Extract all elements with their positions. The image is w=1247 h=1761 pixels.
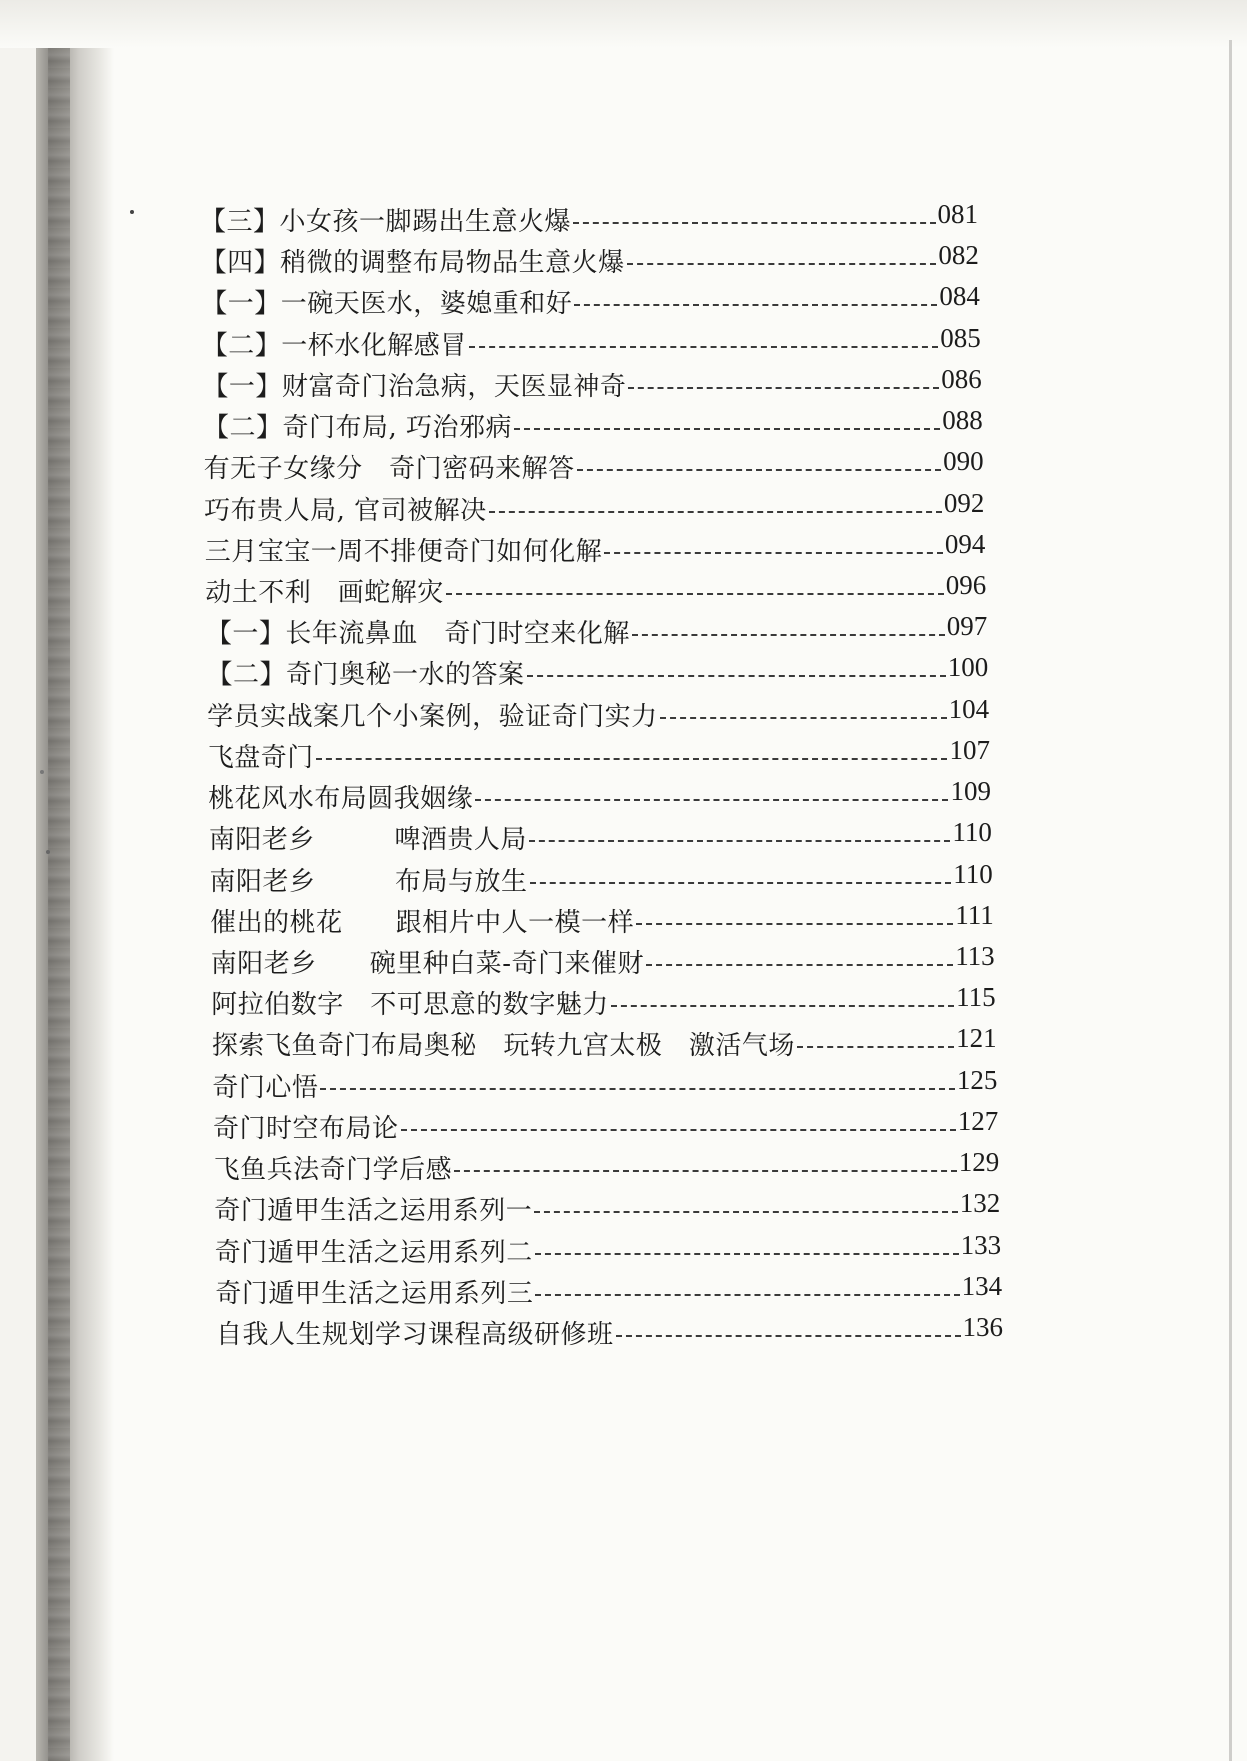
toc-entry[interactable] bbox=[200, 240, 979, 279]
toc-entry-page: 096 bbox=[945, 570, 987, 600]
toc-entry-page: 125 bbox=[956, 1064, 998, 1095]
toc-dotted-leader bbox=[628, 387, 939, 389]
toc-entry-page: 088 bbox=[942, 405, 983, 436]
toc-entry-page: 090 bbox=[943, 446, 984, 477]
toc-entry-page: 107 bbox=[949, 734, 990, 765]
toc-entry-page: 121 bbox=[956, 1023, 997, 1054]
toc-entry-title: 催出的桃花 跟相片中人一模一样 bbox=[210, 907, 635, 938]
toc-entry[interactable] bbox=[210, 899, 994, 939]
toc-entry[interactable] bbox=[214, 1188, 1001, 1227]
toc-entry[interactable] bbox=[200, 199, 978, 238]
toc-entry-title: 【二】一杯水化解感冒 bbox=[201, 330, 467, 361]
toc-entry-title: 飞鱼兵法奇门学后感 bbox=[213, 1155, 453, 1186]
toc-entry-page: 092 bbox=[943, 487, 985, 518]
toc-entry-title: 有无子女缘分 奇门密码来解答 bbox=[203, 454, 575, 485]
toc-entry-title: 奇门遁甲生活之运用系列一 bbox=[214, 1196, 533, 1227]
toc-dotted-leader bbox=[574, 304, 937, 306]
toc-dotted-leader bbox=[573, 222, 935, 224]
toc-entry[interactable] bbox=[207, 734, 990, 774]
toc-entry[interactable] bbox=[203, 446, 984, 485]
toc-entry-page: 082 bbox=[938, 240, 979, 271]
toc-dotted-leader bbox=[489, 511, 942, 513]
toc-entry[interactable] bbox=[208, 817, 992, 856]
toc-dotted-leader bbox=[401, 1129, 956, 1131]
toc-entry-page: 084 bbox=[939, 281, 980, 312]
toc-entry-page: 129 bbox=[958, 1147, 1000, 1178]
toc-entry-page: 109 bbox=[950, 776, 991, 807]
toc-entry-title: 【一】一碗天医水，婆媳重和好 bbox=[201, 289, 573, 320]
toc-dotted-leader bbox=[797, 1046, 954, 1048]
toc-dotted-leader bbox=[535, 1253, 959, 1255]
toc-entry-page: 127 bbox=[957, 1105, 999, 1136]
toc-entry-title: 动土不利 画蛇解灾 bbox=[205, 578, 444, 608]
toc-dotted-leader bbox=[636, 923, 953, 925]
toc-entry-title: 南阳老乡 碗里种白菜-奇门来催财 bbox=[210, 949, 644, 979]
toc-entry-page: 097 bbox=[946, 611, 988, 642]
toc-entry-page: 110 bbox=[952, 817, 992, 848]
toc-entry-title: 学员实战案几个小案例，验证奇门实力 bbox=[207, 701, 658, 732]
toc-entry-page: 133 bbox=[960, 1229, 1002, 1260]
toc-entry[interactable] bbox=[211, 982, 996, 1021]
toc-dotted-leader bbox=[454, 1170, 957, 1172]
toc-entry-page: 086 bbox=[941, 363, 982, 394]
toc-entry[interactable] bbox=[212, 1064, 998, 1104]
toc-entry-page: 111 bbox=[955, 899, 994, 930]
toc-entry-title: 【四】稍微的调整布局物品生意火爆 bbox=[200, 248, 625, 279]
toc-entry-page: 104 bbox=[948, 693, 990, 724]
toc-entry-page: 134 bbox=[961, 1270, 1003, 1301]
toc-entry[interactable] bbox=[204, 528, 986, 568]
toc-entry-title: 南阳老乡 啤酒贵人局 bbox=[208, 825, 527, 856]
toc-dotted-leader bbox=[646, 964, 953, 966]
toc-entry-page: 136 bbox=[962, 1312, 1003, 1342]
toc-dotted-leader bbox=[611, 1005, 954, 1007]
toc-dotted-leader bbox=[616, 1335, 961, 1337]
toc-entry-title: 自我人生规划学习课程高级研修班 bbox=[216, 1320, 614, 1350]
toc-entry[interactable] bbox=[201, 281, 980, 320]
toc-entry[interactable] bbox=[213, 1105, 999, 1145]
toc-entry-title: 桃花风水布局圆我姻缘 bbox=[208, 784, 474, 815]
toc-dotted-leader bbox=[534, 1211, 957, 1213]
toc-entry-page: 081 bbox=[937, 199, 978, 229]
toc-dotted-leader bbox=[529, 840, 950, 842]
toc-entry-title: 三月宝宝一周不排便奇门如何化解 bbox=[204, 536, 603, 567]
toc-entry-title: 【一】财富奇门治急病，天医显神奇 bbox=[202, 371, 627, 402]
toc-dotted-leader bbox=[577, 469, 941, 471]
toc-entry[interactable] bbox=[204, 487, 985, 527]
toc-dotted-leader bbox=[530, 882, 952, 884]
toc-entry-page: 085 bbox=[940, 322, 981, 353]
toc-entry[interactable] bbox=[211, 1023, 997, 1062]
toc-entry-title: 南阳老乡 布局与放生 bbox=[209, 866, 528, 897]
toc-entry[interactable] bbox=[214, 1229, 1002, 1269]
toc-entry-title: 奇门遁甲生活之运用系列三 bbox=[215, 1278, 534, 1309]
toc-entry[interactable] bbox=[216, 1312, 1003, 1351]
toc-entry[interactable] bbox=[205, 611, 988, 650]
toc-dotted-leader bbox=[632, 634, 945, 636]
toc-entry-title: 阿拉伯数字 不可思意的数字魅力 bbox=[211, 990, 609, 1021]
toc-entry-page: 100 bbox=[947, 652, 989, 683]
toc-dotted-leader bbox=[446, 593, 944, 595]
toc-dotted-leader bbox=[604, 552, 943, 554]
toc-entry-title: 奇门心悟 bbox=[212, 1072, 319, 1103]
toc-entry-title: 【三】小女孩一脚踢出生意火爆 bbox=[200, 207, 572, 237]
toc-entry[interactable] bbox=[203, 405, 983, 444]
toc-entry-title: 【二】奇门奥秘一水的答案 bbox=[206, 660, 525, 691]
toc-entry-page: 110 bbox=[953, 858, 993, 889]
toc-entry-page: 094 bbox=[944, 528, 986, 559]
toc-entry[interactable] bbox=[205, 570, 987, 609]
toc-entry-title: 飞盘奇门 bbox=[207, 742, 314, 773]
toc-dotted-leader bbox=[469, 346, 938, 348]
toc-dotted-leader bbox=[660, 717, 947, 719]
toc-entry-title: 奇门遁甲生活之运用系列二 bbox=[214, 1237, 533, 1268]
toc-entry-title: 【二】奇门布局, 巧治邪病 bbox=[203, 413, 513, 444]
toc-entry[interactable] bbox=[201, 322, 981, 362]
toc-dotted-leader bbox=[316, 758, 948, 760]
toc-dotted-leader bbox=[475, 799, 948, 801]
toc-entry[interactable] bbox=[202, 363, 982, 403]
toc-entry-title: 探索飞鱼奇门布局奥秘 玩转九宫太极 激活气场 bbox=[211, 1031, 795, 1062]
toc-dotted-leader bbox=[514, 428, 940, 430]
toc-entry-title: 奇门时空布局论 bbox=[213, 1113, 399, 1144]
toc-dotted-leader bbox=[535, 1294, 959, 1296]
toc-dotted-leader bbox=[527, 675, 946, 677]
toc-entry[interactable] bbox=[206, 652, 989, 691]
toc-entry[interactable] bbox=[215, 1270, 1003, 1310]
toc-dotted-leader bbox=[320, 1088, 954, 1090]
toc-entry[interactable] bbox=[207, 693, 990, 733]
toc-entry-title: 【一】长年流鼻血 奇门时空来化解 bbox=[205, 619, 630, 650]
toc-entry-title: 巧布贵人局, 官司被解决 bbox=[204, 495, 487, 526]
toc-entry-page: 132 bbox=[959, 1188, 1001, 1219]
toc-entry[interactable] bbox=[208, 776, 991, 815]
toc-entry[interactable] bbox=[209, 858, 993, 898]
toc-entry[interactable] bbox=[210, 941, 995, 980]
toc-entry-page: 115 bbox=[956, 982, 996, 1013]
toc-dotted-leader bbox=[627, 263, 937, 265]
toc-entry-page: 113 bbox=[955, 941, 995, 971]
toc-entry[interactable] bbox=[213, 1147, 1000, 1186]
